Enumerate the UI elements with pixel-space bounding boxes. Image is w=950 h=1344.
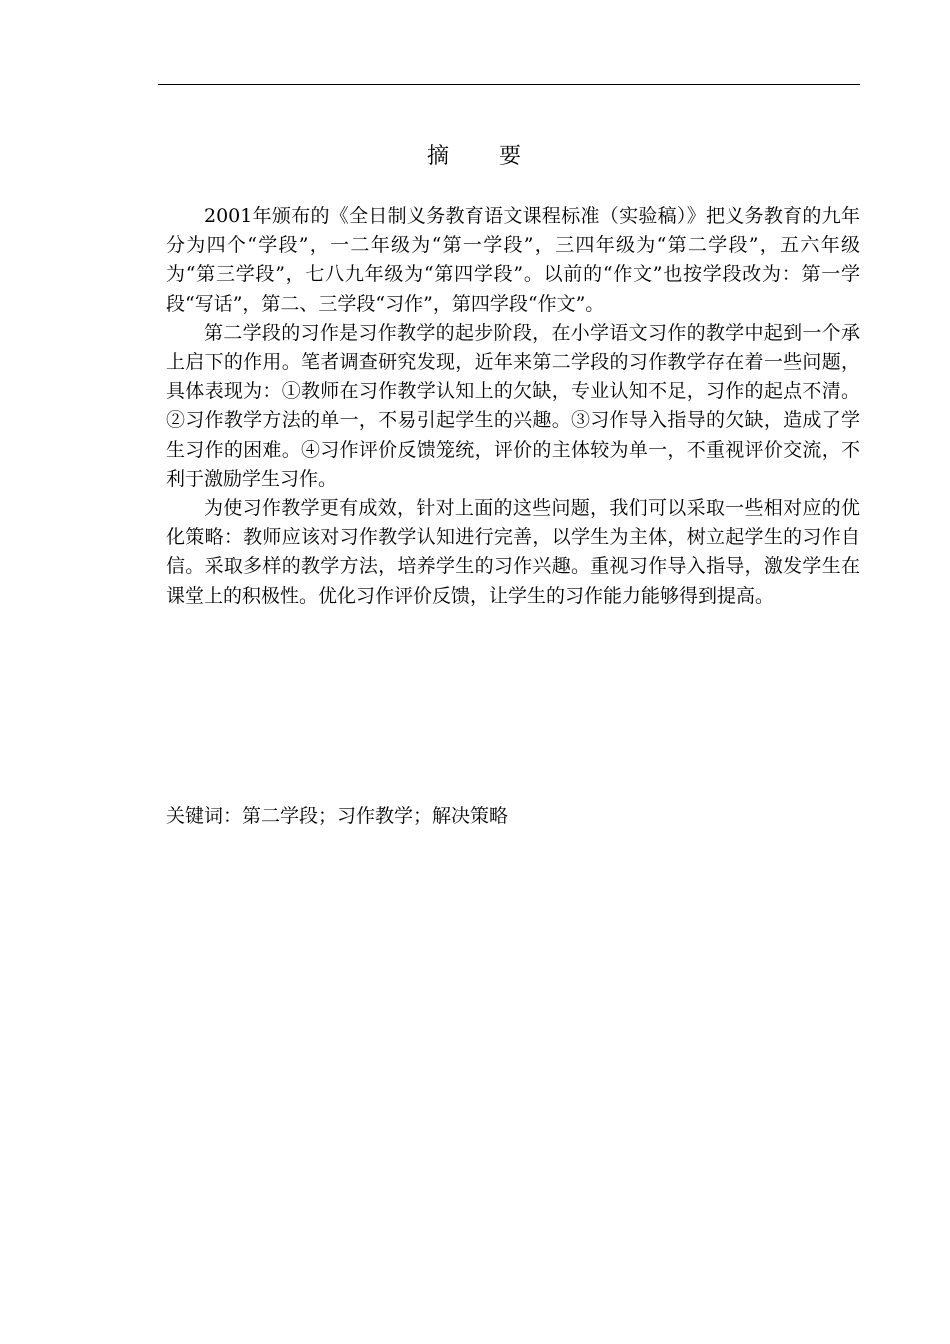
- abstract-paragraph-1: 2001年颁布的《全日制义务教育语文课程标准（实验稿）》把义务教育的九年分为四个“学段”，一二年级为“第一学段”，三四年级为“第二学段”，五六年级为“第三学段”，七八九年级为“第四学段”。以前的“作文”也按学段改为：第一学段“写话”，第二、三学段“习作”，第四学段“作文”。: [166, 205, 860, 315]
- abstract-title: 摘 要: [426, 144, 523, 169]
- abstract-body: [166, 202, 860, 611]
- header-rule: [158, 84, 860, 85]
- keywords-value: 第二学段；习作教学；解决策略: [242, 805, 509, 827]
- keywords-label: 关键词：: [166, 805, 243, 827]
- abstract-paragraph-3: 为使习作教学更有成效，针对上面的这些问题，我们可以采取一些相对应的优化策略：教师应该对习作教学认知进行完善，以学生为主体，树立起学生的习作自信。采取多样的教学方法，培养学生的习作兴趣。重视习作导入指导，激发学生在课堂上的积极性。优化习作评价反馈，让学生的习作能力能够得到提高。: [166, 497, 860, 607]
- keywords-line: [166, 801, 508, 831]
- abstract-paragraph-2: 第二学段的习作是习作教学的起步阶段，在小学语文习作的教学中起到一个承上启下的作用。笔者调查研究发现，近年来第二学段的习作教学存在着一些问题，具体表现为：①教师在习作教学认知上的欠缺，专业认知不足，习作的起点不清。②习作教学方法的单一，不易引起学生的兴趣。③习作导入指导的欠缺，造成了学生习作的困难。④习作评价反馈笼统，评价的主体较为单一，不重视评价交流，不利于激励学生习作。: [166, 321, 860, 490]
